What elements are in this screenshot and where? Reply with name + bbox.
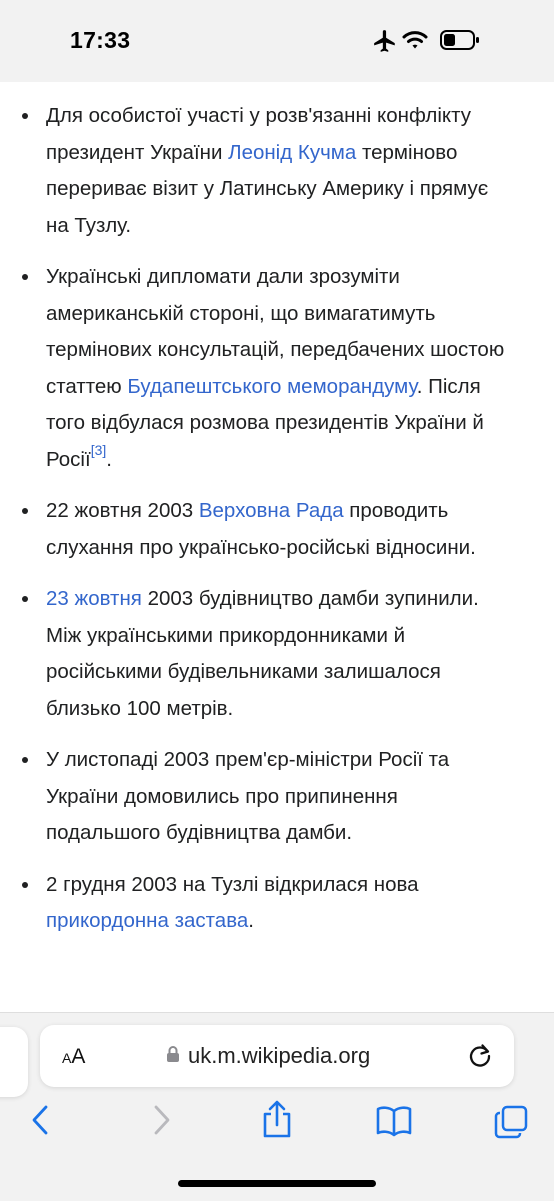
item-text: Українські дипломати дали зрозуміти американській стороні, що вимагатимуть термінових консультацій, передбачених шостою статтею (46, 265, 505, 398)
airplane-icon (372, 28, 398, 59)
item-text: У листопаді 2003 прем'єр-міністри Росії та України домовились про припинення подальшого будівництва дамби. (46, 748, 450, 844)
bookmarks-icon[interactable] (376, 1105, 412, 1142)
item-text: 2 грудня 2003 на Тузлі відкрилася нова (46, 872, 419, 896)
item-text: 22 жовтня 2003 (46, 499, 199, 522)
status-time: 17:33 (70, 27, 131, 53)
list-item (0, 742, 554, 852)
event-list (0, 98, 554, 955)
item-text: 2003 будівництво дамби зупинили. Між українськими прикордонниками й російськими будівельниками залишалося близько 100 метрів. (46, 587, 479, 720)
article-link[interactable]: прикордонна застава (46, 909, 249, 932)
url-text: uk.m.wikipedia.org (188, 1043, 371, 1068)
text-size-big-label: A (71, 1045, 86, 1068)
item-text: . (106, 447, 112, 471)
home-indicator (178, 1180, 376, 1187)
item-text: терміново перериває візит у Латинську Америку і прямує на Тузлу. (46, 140, 489, 237)
list-item (0, 581, 554, 727)
forward-icon[interactable] (148, 1103, 174, 1142)
reference-link[interactable] (90, 441, 107, 471)
status-bar (0, 0, 554, 82)
back-icon[interactable] (28, 1103, 54, 1142)
list-item (0, 98, 554, 244)
item-text: . (248, 909, 254, 932)
article-link[interactable]: Верховна Рада (198, 499, 344, 522)
reload-icon[interactable] (466, 1041, 494, 1074)
url-display[interactable] (166, 1041, 370, 1071)
list-item (0, 867, 554, 940)
item-text: Для особистої участі у розв'язанні конфлікту президент України (46, 104, 471, 164)
battery-icon (440, 29, 480, 56)
address-bar[interactable] (40, 1025, 514, 1087)
wifi-icon (402, 29, 428, 56)
item-text: проводить слухання про українсько-російські відносини. (46, 499, 476, 559)
list-item (0, 493, 554, 566)
list-item (0, 259, 554, 478)
tabs-icon[interactable] (494, 1105, 528, 1144)
article-link[interactable]: Будапештського меморандуму (127, 374, 417, 398)
lock-icon (166, 1045, 180, 1068)
text-size-small-label: A (62, 1050, 72, 1066)
article-link[interactable]: Леонід Кучма (228, 140, 357, 164)
article-link[interactable]: 23 жовтня (46, 587, 142, 610)
text-size-button[interactable] (62, 1045, 85, 1069)
reference-superscript[interactable]: [3] (90, 441, 107, 458)
previous-tab-preview[interactable] (0, 1027, 28, 1097)
browser-toolbar (0, 1012, 554, 1201)
share-icon[interactable] (260, 1099, 294, 1144)
article-content (0, 82, 554, 1012)
item-text: . Після того відбулася розмова президентів України й Росії (46, 374, 484, 471)
